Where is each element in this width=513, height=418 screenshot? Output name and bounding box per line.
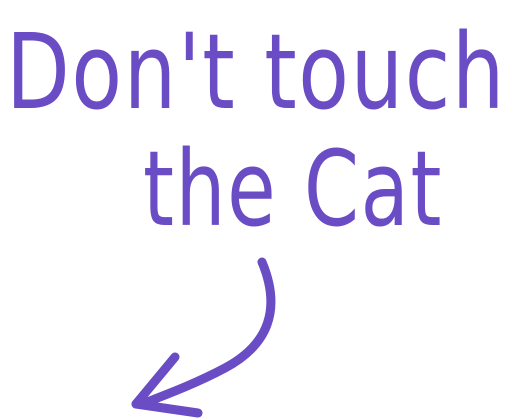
- curved-arrow-down-left-icon: [136, 262, 271, 413]
- arrow-shaft: [142, 262, 271, 404]
- note-line-2: the Cat: [143, 128, 443, 250]
- arrow-head-lower: [136, 404, 198, 413]
- note-line-1: Don't touch: [6, 11, 506, 133]
